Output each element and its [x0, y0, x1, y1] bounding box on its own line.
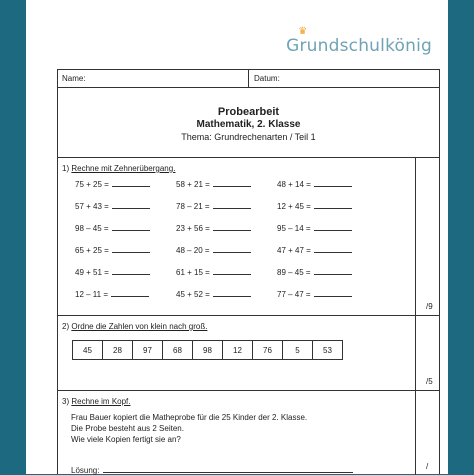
task-expression: 61 + 15 = — [176, 268, 210, 277]
task-expression: 48 + 14 = — [277, 180, 311, 189]
section-1-heading — [62, 164, 175, 173]
task-expression: 48 – 20 = — [176, 246, 210, 255]
points-label-2: /5 — [426, 377, 433, 386]
task-expression: 77 – 47 = — [277, 290, 311, 299]
number-cell: 12 — [223, 341, 253, 360]
word-problem-line-2: Die Probe besteht aus 2 Seiten. — [71, 424, 184, 433]
math-task — [277, 224, 352, 233]
task-expression: 89 – 45 = — [277, 268, 311, 277]
answer-blank[interactable] — [314, 246, 352, 253]
answer-blank[interactable] — [314, 290, 352, 297]
task-section-3 — [58, 391, 439, 475]
task-expression: 47 + 47 = — [277, 246, 311, 255]
math-task — [75, 180, 150, 189]
answer-blank[interactable] — [111, 290, 149, 297]
points-box-3 — [415, 391, 439, 475]
task-expression: 12 – 11 = — [75, 290, 108, 299]
title-line-3: Thema: Grundrechenarten / Teil 1 — [181, 132, 316, 142]
title-block — [58, 88, 439, 158]
name-field[interactable] — [58, 70, 249, 88]
math-task — [277, 246, 352, 255]
crown-icon: ♛ — [298, 26, 308, 37]
math-task — [277, 290, 352, 299]
number-row — [73, 341, 343, 360]
task-expression: 58 + 21 = — [176, 180, 210, 189]
task-expression: 45 + 52 = — [176, 290, 210, 299]
number-cell: 53 — [313, 341, 343, 360]
answer-blank[interactable] — [314, 180, 352, 187]
section-3-instruction: Rechne im Kopf. — [71, 397, 131, 406]
task-expression: 57 + 43 = — [75, 202, 109, 211]
math-task — [277, 268, 352, 277]
date-field[interactable] — [249, 70, 439, 88]
math-task — [75, 246, 150, 255]
answer-blank[interactable] — [112, 246, 150, 253]
name-label: Name: — [62, 74, 86, 83]
answer-blank[interactable] — [213, 246, 251, 253]
answer-blank[interactable] — [314, 202, 352, 209]
answer-blank[interactable] — [112, 202, 150, 209]
answer-blank[interactable] — [112, 268, 150, 275]
title-line-2: Mathematik, 2. Klasse — [196, 119, 301, 130]
math-task — [176, 180, 251, 189]
answer-blank[interactable] — [213, 180, 251, 187]
number-cell: 45 — [73, 341, 103, 360]
math-task — [176, 290, 251, 299]
task-expression: 75 + 25 = — [75, 180, 109, 189]
points-box-1 — [415, 158, 439, 315]
task-expression: 12 + 45 = — [277, 202, 311, 211]
number-table — [72, 340, 343, 360]
task-expression: 95 – 14 = — [277, 224, 311, 233]
section-1-instruction: Rechne mit Zehnerübergang. — [71, 164, 176, 173]
task-section-2 — [58, 316, 439, 391]
math-task — [75, 202, 150, 211]
answer-blank[interactable] — [213, 268, 251, 275]
section-2-number: 2) — [62, 322, 70, 331]
word-problem-line-3: Wie viele Kopien fertigt sie an? — [71, 435, 181, 444]
word-problem-line-1: Frau Bauer kopiert die Matheprobe für die 25 Kinder der 2. Klasse. — [71, 413, 308, 422]
answer-blank[interactable] — [314, 224, 352, 231]
points-label-1: /9 — [426, 302, 433, 311]
math-task — [176, 202, 251, 211]
answer-label: Lösung: — [71, 466, 100, 475]
task-section-1 — [58, 158, 439, 316]
section-3-number: 3) — [62, 397, 70, 406]
math-task — [75, 290, 149, 299]
section-2-instruction: Ordne die Zahlen von klein nach groß. — [71, 322, 208, 331]
task-expression: 98 – 45 = — [75, 224, 109, 233]
brand-logo — [286, 26, 432, 56]
section-2-heading — [62, 322, 207, 331]
answer-line[interactable] — [103, 466, 353, 473]
points-label-3: / — [426, 462, 429, 471]
answer-blank[interactable] — [314, 268, 352, 275]
logo-text: Grundschulkönig — [286, 36, 432, 56]
number-cell: 97 — [133, 341, 163, 360]
answer-blank[interactable] — [213, 224, 251, 231]
points-box-2 — [415, 316, 439, 390]
answer-blank[interactable] — [112, 224, 150, 231]
task-expression: 78 – 21 = — [176, 202, 210, 211]
title-line-1: Probearbeit — [217, 106, 280, 118]
math-task — [75, 268, 150, 277]
answer-blank[interactable] — [213, 202, 251, 209]
math-task — [176, 224, 251, 233]
date-label: Datum: — [254, 74, 280, 83]
section-1-number: 1) — [62, 164, 70, 173]
math-task — [75, 224, 150, 233]
number-cell: 28 — [103, 341, 133, 360]
task-expression: 65 + 25 = — [75, 246, 109, 255]
number-cell: 5 — [283, 341, 313, 360]
answer-blank[interactable] — [213, 290, 251, 297]
number-cell: 68 — [163, 341, 193, 360]
math-task — [176, 268, 251, 277]
answer-blank[interactable] — [112, 180, 150, 187]
math-task — [176, 246, 251, 255]
header-row — [58, 70, 439, 88]
math-task — [277, 180, 352, 189]
math-task — [277, 202, 352, 211]
worksheet-frame — [57, 69, 440, 474]
task-expression: 23 + 56 = — [176, 224, 210, 233]
section-3-heading — [62, 397, 131, 406]
number-cell: 76 — [253, 341, 283, 360]
number-cell: 98 — [193, 341, 223, 360]
task-expression: 49 + 51 = — [75, 268, 109, 277]
